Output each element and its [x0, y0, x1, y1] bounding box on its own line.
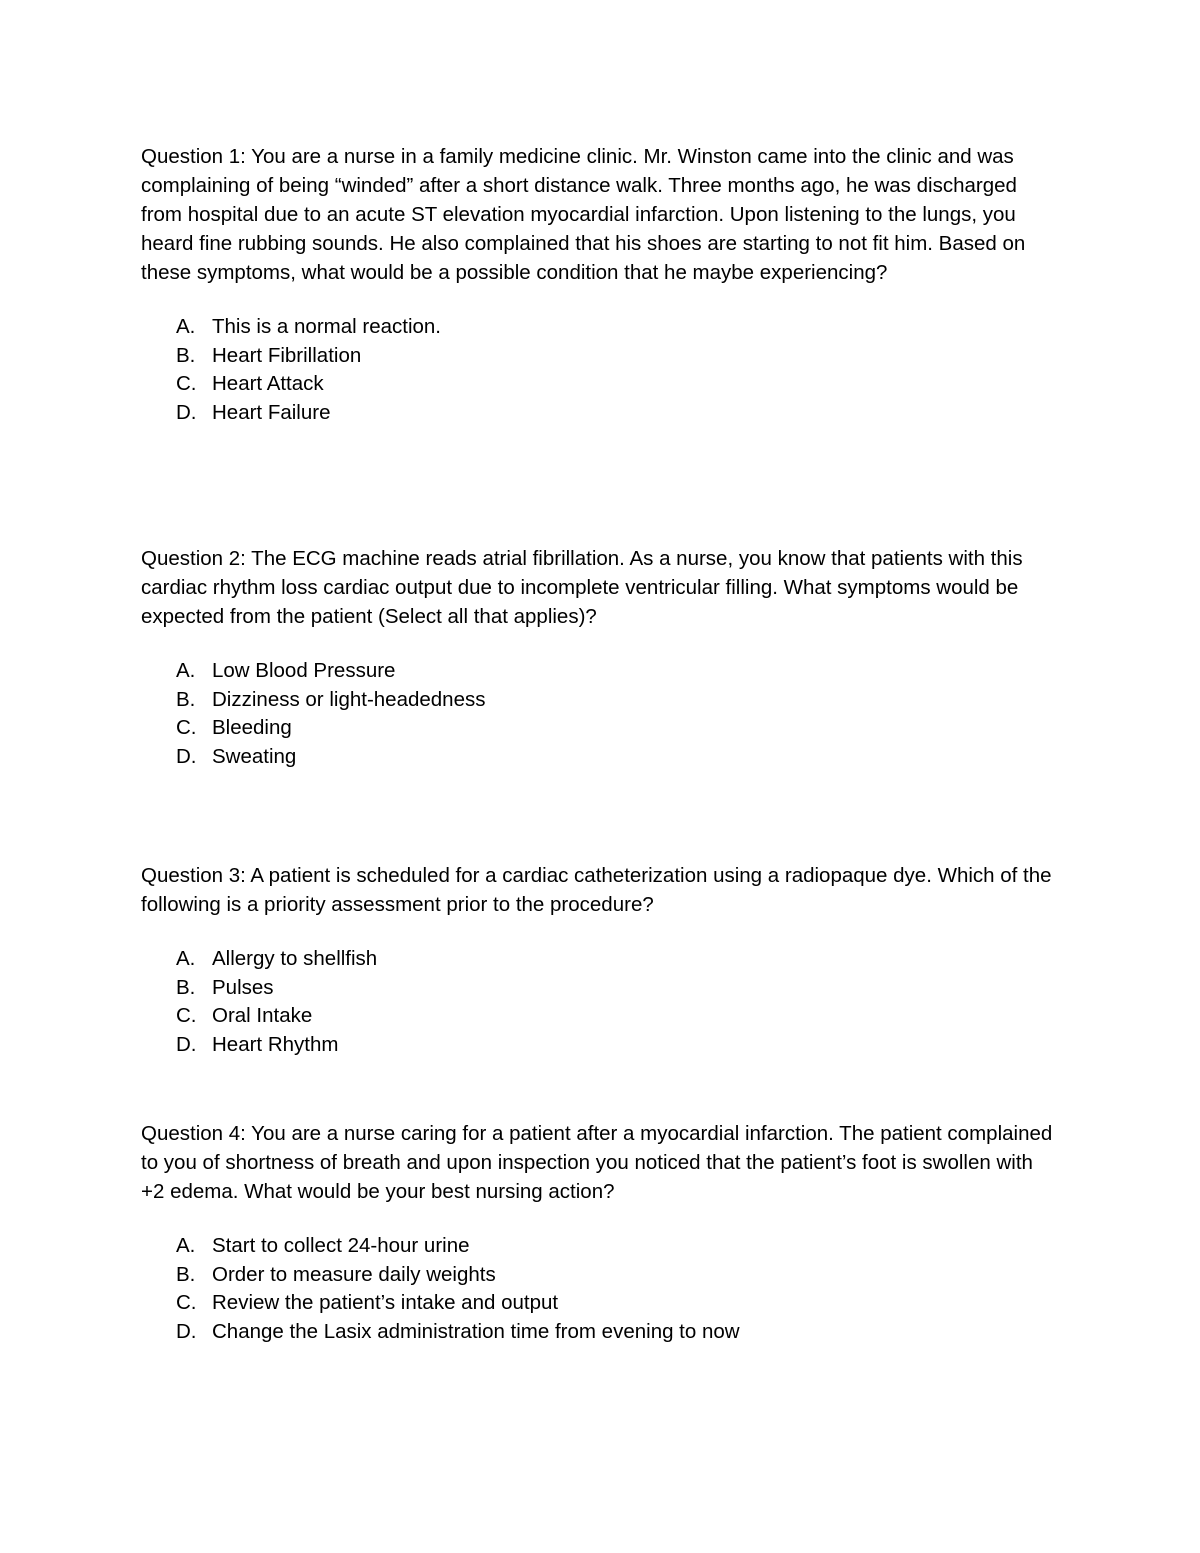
answer-option: [176, 313, 1061, 342]
option-letter: D.: [176, 401, 197, 425]
option-text: Pulses: [212, 975, 274, 999]
option-letter: B.: [176, 343, 196, 367]
answer-option: [176, 714, 1061, 743]
option-letter: D.: [176, 1033, 197, 1057]
question-2: [141, 544, 1061, 772]
answer-option: [176, 399, 1061, 428]
option-text: Heart Fibrillation: [212, 343, 362, 367]
option-text: Review the patient’s intake and output: [212, 1291, 559, 1315]
option-letter: B.: [176, 687, 196, 711]
answer-option: [176, 1318, 1061, 1347]
option-letter: B.: [176, 1262, 196, 1286]
answer-options: [141, 313, 1061, 428]
option-text: Oral Intake: [212, 1004, 313, 1028]
option-text: Heart Failure: [212, 401, 331, 425]
option-letter: A.: [176, 659, 196, 682]
option-letter: C.: [176, 372, 197, 396]
option-letter: C.: [176, 1291, 197, 1315]
option-letter: A.: [176, 1234, 196, 1257]
question-1: [141, 142, 1061, 428]
option-letter: D.: [176, 1320, 197, 1344]
answer-option: [176, 945, 1061, 974]
answer-option: [176, 342, 1061, 371]
option-text: Sweating: [212, 745, 297, 769]
question-4: [141, 1119, 1061, 1347]
option-text: Order to measure daily weights: [212, 1262, 496, 1286]
option-text: Low Blood Pressure: [212, 659, 396, 682]
option-text: Allergy to shellfish: [212, 947, 378, 970]
option-text: Start to collect 24-hour urine: [212, 1234, 470, 1257]
question-text: Question 2: The ECG machine reads atrial fibrillation. As a nurse, you know that patients with this cardiac rhythm loss cardiac output due to incomplete ventricular filling. What symptoms would be expected from the patient (Select all that applies)?: [141, 547, 1023, 628]
option-letter: A.: [176, 315, 196, 338]
answer-option: [176, 1261, 1061, 1290]
question-text: Question 3: A patient is scheduled for a cardiac catheterization using a radiopaque dye. Which of the following is a priority assessment prior to the procedure?: [141, 864, 1052, 916]
answer-options: [141, 657, 1061, 772]
option-letter: D.: [176, 745, 197, 769]
question-text: Question 1: You are a nurse in a family medicine clinic. Mr. Winston came into the clinic and was complaining of being “winded” after a short distance walk. Three months ago, he was discharged from hospital due to an acute ST elevation myocardial infarction. Upon listening to the lungs, you heard fine rubbing sounds. He also complained that his shoes are starting to not fit him. Based on these symptoms, what would be a possible condition that he maybe experiencing?: [141, 145, 1026, 284]
answer-option: [176, 1002, 1061, 1031]
option-text: This is a normal reaction.: [212, 315, 442, 338]
answer-option: [176, 743, 1061, 772]
option-letter: B.: [176, 975, 196, 999]
option-text: Heart Rhythm: [212, 1033, 339, 1057]
question-text: Question 4: You are a nurse caring for a patient after a myocardial infarction. The patient complained to you of shortness of breath and upon inspection you noticed that the patient’s foot is swollen with +2 edema. What would be your best nursing action?: [141, 1122, 1053, 1203]
answer-option: [176, 686, 1061, 715]
option-text: Change the Lasix administration time from evening to now: [212, 1320, 740, 1344]
option-letter: C.: [176, 1004, 197, 1028]
option-letter: C.: [176, 716, 197, 740]
option-text: Heart Attack: [212, 372, 324, 396]
option-text: Dizziness or light-headedness: [212, 687, 486, 711]
answer-option: [176, 974, 1061, 1003]
answer-option: [176, 1031, 1061, 1060]
answer-options: [141, 1232, 1061, 1347]
answer-option: [176, 1232, 1061, 1261]
option-letter: A.: [176, 947, 196, 970]
answer-options: [141, 945, 1061, 1060]
answer-option: [176, 1289, 1061, 1318]
question-3: [141, 861, 1061, 1060]
answer-option: [176, 370, 1061, 399]
answer-option: [176, 657, 1061, 686]
option-text: Bleeding: [212, 716, 292, 740]
